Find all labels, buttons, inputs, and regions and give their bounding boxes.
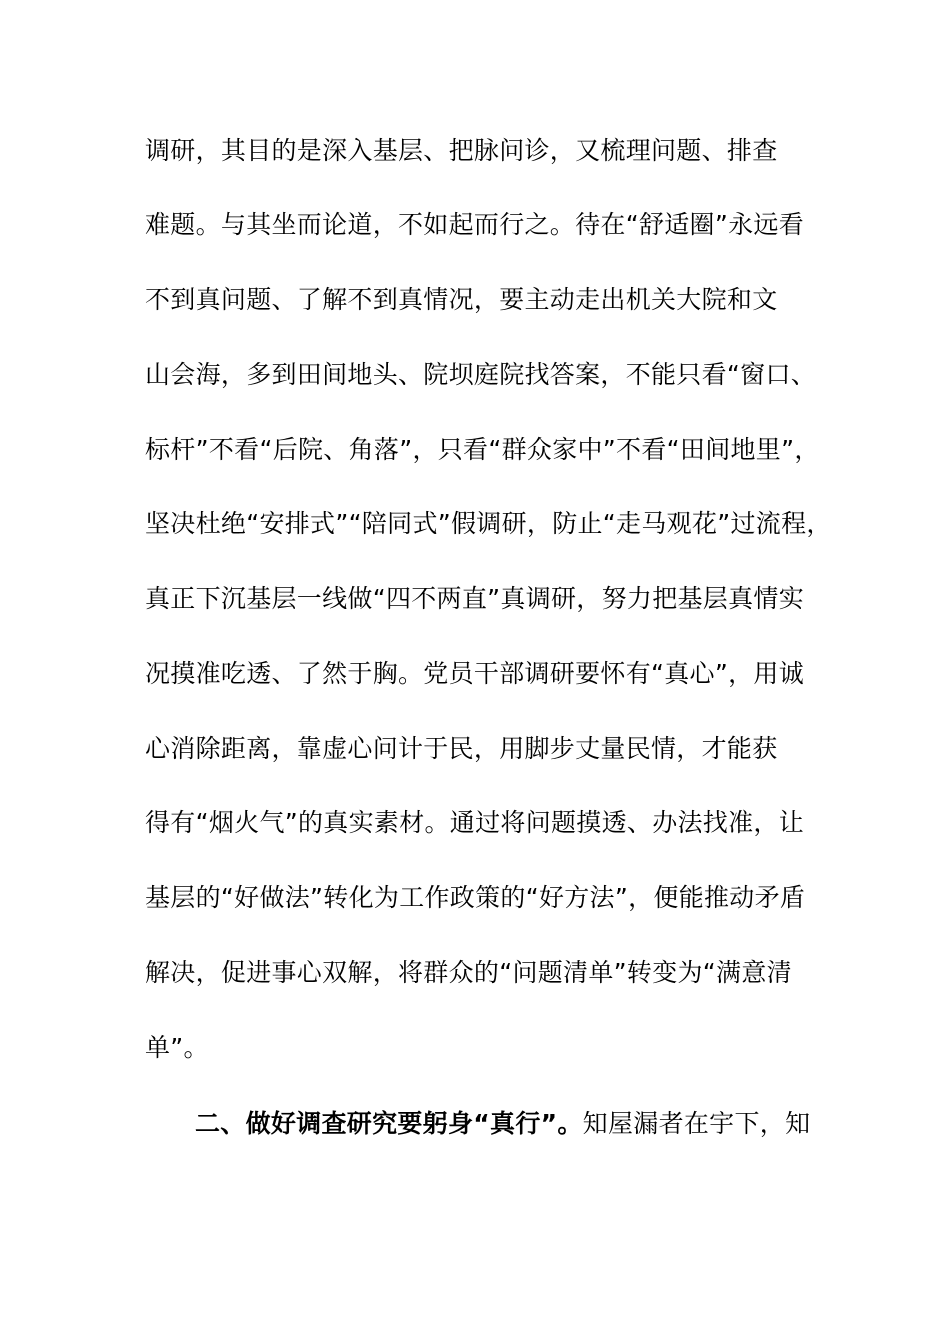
paragraph-line: 心消除距离，靠虚心问计于民，用脚步丈量民情，才能获 <box>145 734 778 763</box>
paragraph-line: 调研，其目的是深入基层、把脉问诊，又梳理问题、排查 <box>145 136 778 165</box>
paragraph-line: 况摸准吃透、了然于胸。党员干部调研要怀有“真心”，用诚 <box>145 659 805 688</box>
paragraph-line: 标杆”不看“后院、角落”，只看“群众家中”不看“田间地里”， <box>145 435 820 464</box>
paragraph-line: 单”。 <box>145 1033 209 1062</box>
paragraph-line: 解决，促进事心双解，将群众的“问题清单”转变为“满意清 <box>145 958 792 987</box>
paragraph-line: 基层的“好做法”转化为工作政策的“好方法”，便能推动矛盾 <box>145 883 806 912</box>
paragraph-line: 真正下沉基层一线做“四不两直”真调研，努力把基层真情实 <box>145 584 805 613</box>
paragraph-line: 不到真问题、了解不到真情况，要主动走出机关大院和文 <box>145 285 778 314</box>
section-heading: 二、做好调查研究要躬身“真行”。 <box>195 1109 583 1138</box>
paragraph-line: 山会海，多到田间地头、院坝庭院找答案，不能只看“窗口、 <box>145 360 817 389</box>
paragraph-line: 得有“烟火气”的真实素材。通过将问题摸透、办法找准，让 <box>145 808 805 837</box>
paragraph-line: 坚决杜绝“安排式”“陪同式”假调研，防止“走马观花”过流程， <box>145 509 832 538</box>
section-heading-continuation: 知屋漏者在宇下，知 <box>582 1109 811 1138</box>
paragraph-line: 难题。与其坐而论道，不如起而行之。待在“舒适圈”永远看 <box>145 210 805 239</box>
section-heading-line <box>195 1106 895 1142</box>
